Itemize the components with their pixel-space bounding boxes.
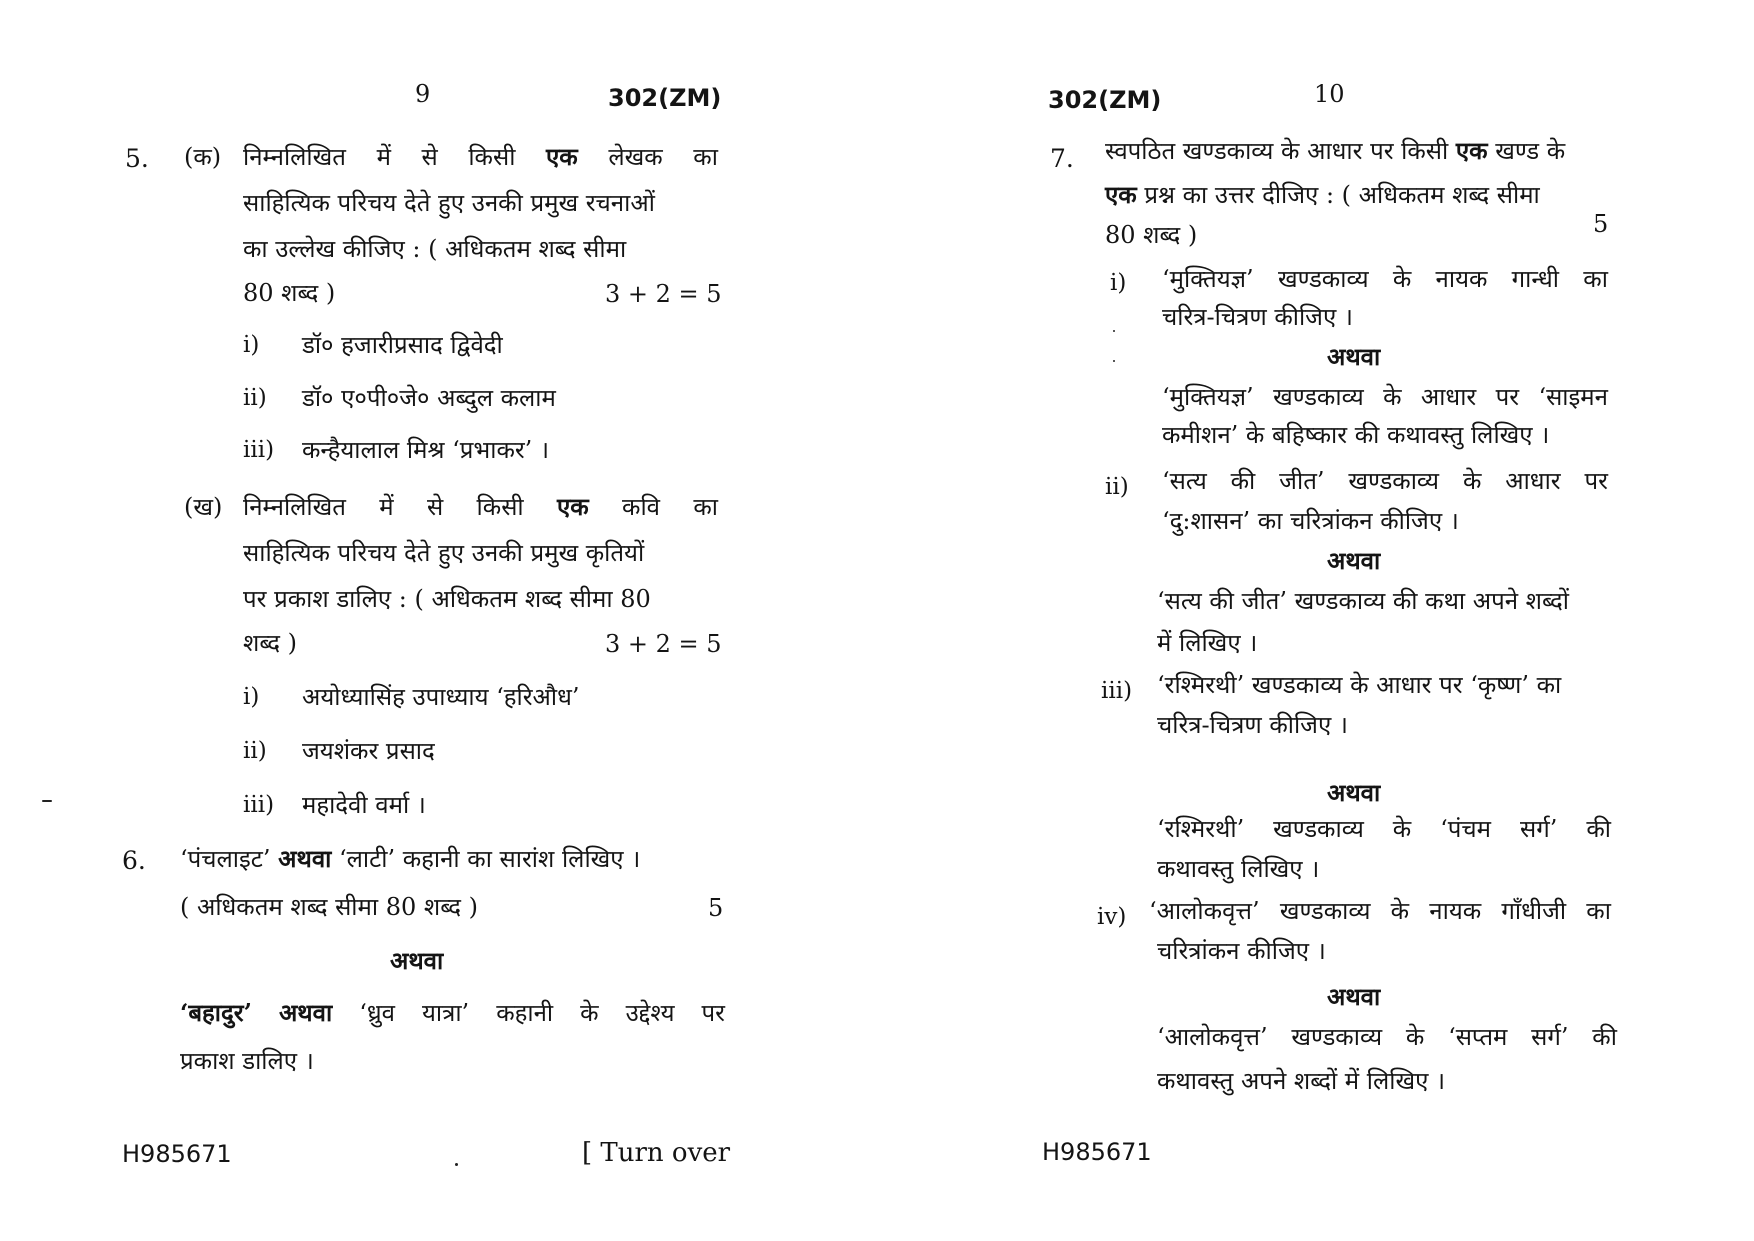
question-line: कमीशन’ के बहिष्कार की कथावस्तु लिखिए ।: [1162, 421, 1550, 449]
option-number: i): [243, 684, 260, 710]
question-line: में लिखिए ।: [1157, 629, 1258, 657]
question-line: ‘रश्मिरथी’ खण्डकाव्य के आधार पर ‘कृष्ण’ का: [1157, 671, 1562, 699]
scan-speck: [1113, 360, 1115, 362]
or-separator: अथवा: [1327, 546, 1381, 575]
option-text: जयशंकर प्रसाद: [302, 737, 435, 765]
question-line: 80 शब्द ): [1105, 221, 1198, 249]
question-line: एक प्रश्न का उत्तर दीजिए : ( अधिकतम शब्द सीमा: [1105, 180, 1540, 209]
paper-code: 302(ZM): [608, 84, 722, 112]
footer-code: H985671: [122, 1140, 232, 1168]
question-line: 80 शब्द ): [243, 279, 336, 307]
question-line: ‘सत्य की जीत’ खण्डकाव्य के आधार पर: [1162, 467, 1608, 495]
page-number: 9: [415, 80, 431, 108]
question-line: ‘पंचलाइट’ अथवा ‘लाटी’ कहानी का सारांश लिखिए ।: [180, 844, 641, 873]
question-line: ‘बहादुर’ अथवा ‘ध्रुव यात्रा’ कहानी के उद्देश्य पर: [180, 998, 725, 1027]
question-line: चरित्रांकन कीजिए ।: [1157, 937, 1326, 965]
question-line: प्रकाश डालिए ।: [180, 1047, 314, 1075]
or-separator: अथवा: [1327, 342, 1381, 371]
question-line: निम्नलिखित में से किसी एक लेखक का: [243, 142, 718, 171]
question-line: साहित्यिक परिचय देते हुए उनकी प्रमुख कृतियों: [243, 539, 645, 567]
scan-speck: [42, 800, 52, 802]
question-line: कथावस्तु लिखिए ।: [1157, 855, 1320, 883]
question-line: ‘मुक्तियज्ञ’ खण्डकाव्य के नायक गान्धी का: [1162, 265, 1608, 293]
question-line: चरित्र-चित्रण कीजिए ।: [1162, 303, 1353, 331]
question-line: ‘मुक्तियज्ञ’ खण्डकाव्य के आधार पर ‘साइमन: [1162, 383, 1608, 411]
marks: 5: [708, 894, 724, 922]
option-text: महादेवी वर्मा ।: [302, 791, 426, 819]
option-number: ii): [243, 385, 267, 411]
sub-question-label: (ख): [184, 493, 223, 521]
marks: 3 + 2 = 5: [605, 630, 722, 658]
footer-code: H985671: [1042, 1138, 1152, 1166]
or-separator: अथवा: [1327, 778, 1381, 807]
sub-question-label: (क): [184, 143, 222, 171]
turn-over: [ Turn over: [582, 1138, 731, 1168]
option-number: iii): [243, 437, 275, 463]
marks: 3 + 2 = 5: [605, 280, 722, 308]
option-number: iv): [1097, 904, 1127, 930]
question-line: शब्द ): [243, 629, 298, 657]
question-line: ‘सत्य की जीत’ खण्डकाव्य की कथा अपने शब्दों: [1157, 587, 1569, 615]
option-number: ii): [1105, 474, 1129, 500]
option-number: i): [1110, 270, 1127, 296]
question-number: 6.: [122, 846, 146, 875]
question-line: ‘रश्मिरथी’ खण्डकाव्य के ‘पंचम सर्ग’ की: [1157, 815, 1611, 843]
question-line: का उल्लेख कीजिए : ( अधिकतम शब्द सीमा: [243, 235, 627, 263]
question-line: स्वपठित खण्डकाव्य के आधार पर किसी एक खण्ड के: [1105, 136, 1566, 165]
scan-speck: [455, 1163, 458, 1166]
question-line: पर प्रकाश डालिए : ( अधिकतम शब्द सीमा 80: [243, 585, 651, 613]
question-number: 7.: [1050, 144, 1074, 173]
page-number: 10: [1314, 80, 1345, 108]
marks: 5: [1593, 210, 1609, 238]
option-text: अयोध्यासिंह उपाध्याय ‘हरिऔध’: [302, 683, 580, 711]
option-number: i): [243, 332, 260, 358]
question-line: ‘आलोकवृत्त’ खण्डकाव्य के नायक गाँधीजी का: [1149, 897, 1611, 925]
paper-code: 302(ZM): [1048, 86, 1162, 114]
scan-speck: [1113, 330, 1115, 332]
option-text: कन्हैयालाल मिश्र ‘प्रभाकर’ ।: [302, 436, 550, 464]
question-line: चरित्र-चित्रण कीजिए ।: [1157, 711, 1348, 739]
question-line: ‘आलोकवृत्त’ खण्डकाव्य के ‘सप्तम सर्ग’ की: [1157, 1023, 1617, 1051]
or-separator: अथवा: [390, 946, 444, 975]
question-line: ( अधिकतम शब्द सीमा 80 शब्द ): [180, 893, 478, 921]
question-line: साहित्यिक परिचय देते हुए उनकी प्रमुख रचनाओं: [243, 189, 655, 217]
or-separator: अथवा: [1327, 982, 1381, 1011]
right-page: [877, 0, 1754, 1241]
question-line: कथावस्तु अपने शब्दों में लिखिए ।: [1157, 1067, 1446, 1095]
option-text: डॉ० ए०पी०जे० अब्दुल कलाम: [302, 384, 556, 412]
question-number: 5.: [125, 144, 149, 173]
question-line: निम्नलिखित में से किसी एक कवि का: [243, 492, 718, 521]
option-number: iii): [243, 792, 275, 818]
option-number: ii): [243, 738, 267, 764]
option-text: डॉ० हजारीप्रसाद द्विवेदी: [302, 331, 503, 359]
option-number: iii): [1101, 678, 1133, 704]
question-line: ‘दु:शासन’ का चरित्रांकन कीजिए ।: [1162, 507, 1459, 535]
